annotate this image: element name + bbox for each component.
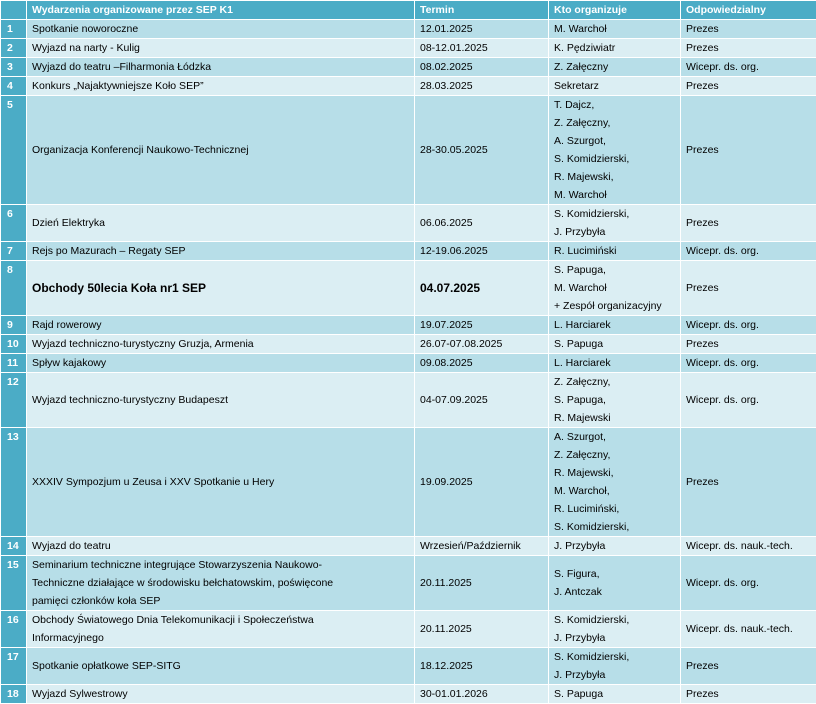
- table-body: [1, 20, 816, 704]
- organizer-line: S. Komidzierski,: [554, 611, 675, 629]
- organizer-cell: [549, 354, 681, 373]
- table-row: [1, 335, 816, 354]
- organizer-line: K. Pędziwiatr: [554, 39, 675, 57]
- organizer-cell: [549, 316, 681, 335]
- row-number: 6: [1, 205, 27, 242]
- organizer-cell: [549, 611, 681, 648]
- event-line: Obchody 50lecia Koła nr1 SEP: [32, 279, 409, 297]
- event-cell: [27, 242, 415, 261]
- responsible-cell: Wicepr. ds. org.: [681, 316, 816, 335]
- date-cell: 06.06.2025: [415, 205, 549, 242]
- event-line: Wyjazd do teatru –Filharmonia Łódzka: [32, 58, 409, 76]
- organizer-line: T. Dajcz,: [554, 96, 675, 114]
- date-cell: 20.11.2025: [415, 556, 549, 611]
- event-line: Dzień Elektryka: [32, 214, 409, 232]
- organizer-line: S. Papuga,: [554, 261, 675, 279]
- date-cell: 28-30.05.2025: [415, 96, 549, 205]
- event-line: XXXIV Sympozjum u Zeusa i XXV Spotkanie u Hery: [32, 473, 409, 491]
- organizer-line: S. Komidzierski,: [554, 648, 675, 666]
- organizer-line: Z. Załęczny: [554, 58, 675, 76]
- organizer-line: S. Komidzierski,: [554, 205, 675, 223]
- event-cell: [27, 428, 415, 537]
- event-cell: [27, 96, 415, 205]
- responsible-cell: Prezes: [681, 205, 816, 242]
- organizer-line: J. Przybyła: [554, 223, 675, 241]
- date-cell: Wrzesień/Październik: [415, 537, 549, 556]
- row-number: 10: [1, 335, 27, 354]
- date-cell: 19.07.2025: [415, 316, 549, 335]
- organizer-line: Z. Załęczny,: [554, 114, 675, 132]
- header-event: Wydarzenia organizowane przez SEP K1: [27, 1, 415, 20]
- responsible-cell: Prezes: [681, 96, 816, 205]
- event-line: Obchody Światowego Dnia Telekomunikacji i Społeczeństwa: [32, 611, 409, 629]
- date-cell: 28.03.2025: [415, 77, 549, 96]
- row-number: 9: [1, 316, 27, 335]
- event-line: Spotkanie noworoczne: [32, 20, 409, 38]
- table-row: [1, 39, 816, 58]
- organizer-line: R. Majewski,: [554, 464, 675, 482]
- organizer-cell: [549, 77, 681, 96]
- table-row: [1, 316, 816, 335]
- organizer-line: M. Warchoł,: [554, 482, 675, 500]
- event-line: Techniczne działające w środowisku bełchatowskim, poświęcone: [32, 574, 409, 592]
- event-cell: [27, 316, 415, 335]
- organizer-cell: [549, 648, 681, 685]
- event-line: Wyjazd techniczno-turystyczny Budapeszt: [32, 391, 409, 409]
- organizer-line: S. Papuga,: [554, 391, 675, 409]
- event-cell: [27, 373, 415, 428]
- table-row: [1, 205, 816, 242]
- event-line: Wyjazd do teatru: [32, 537, 409, 555]
- table-row: [1, 77, 816, 96]
- header-organizer: Kto organizuje: [549, 1, 681, 20]
- table-row: [1, 611, 816, 648]
- organizer-line: A. Szurgot,: [554, 428, 675, 446]
- header-row: [1, 1, 816, 20]
- responsible-cell: Prezes: [681, 77, 816, 96]
- date-cell: 08-12.01.2025: [415, 39, 549, 58]
- row-number: 8: [1, 261, 27, 316]
- organizer-line: A. Szurgot,: [554, 132, 675, 150]
- date-cell: 09.08.2025: [415, 354, 549, 373]
- organizer-line: S. Figura,: [554, 565, 675, 583]
- date-cell: 20.11.2025: [415, 611, 549, 648]
- event-line: Rajd rowerowy: [32, 316, 409, 334]
- responsible-cell: Wicepr. ds. org.: [681, 354, 816, 373]
- row-number: 12: [1, 373, 27, 428]
- event-line: Wyjazd techniczno-turystyczny Gruzja, Armenia: [32, 335, 409, 353]
- event-cell: [27, 77, 415, 96]
- date-cell: 26.07-07.08.2025: [415, 335, 549, 354]
- table-row: [1, 685, 816, 704]
- event-cell: [27, 261, 415, 316]
- event-line: Spływ kajakowy: [32, 354, 409, 372]
- organizer-line: M. Warchoł: [554, 186, 675, 204]
- table-row: [1, 373, 816, 428]
- row-number: 18: [1, 685, 27, 704]
- row-number: 13: [1, 428, 27, 537]
- organizer-cell: [549, 242, 681, 261]
- table-row: [1, 354, 816, 373]
- organizer-line: Z. Załęczny,: [554, 446, 675, 464]
- organizer-cell: [549, 96, 681, 205]
- organizer-cell: [549, 428, 681, 537]
- event-cell: [27, 556, 415, 611]
- responsible-cell: Prezes: [681, 648, 816, 685]
- event-cell: [27, 205, 415, 242]
- event-cell: [27, 335, 415, 354]
- event-line: Wyjazd na narty - Kulig: [32, 39, 409, 57]
- header-number: [1, 1, 27, 20]
- organizer-line: J. Przybyła: [554, 629, 675, 647]
- responsible-cell: Prezes: [681, 261, 816, 316]
- organizer-line: L. Harciarek: [554, 316, 675, 334]
- table-row: [1, 261, 816, 316]
- organizer-line: J. Przybyła: [554, 666, 675, 684]
- organizer-line: J. Antczak: [554, 583, 675, 601]
- header-responsible: Odpowiedzialny: [681, 1, 816, 20]
- organizer-cell: [549, 39, 681, 58]
- row-number: 5: [1, 96, 27, 205]
- organizer-cell: [549, 373, 681, 428]
- responsible-cell: Wicepr. ds. nauk.-tech.: [681, 611, 816, 648]
- responsible-cell: Wicepr. ds. org.: [681, 373, 816, 428]
- event-line: Rejs po Mazurach – Regaty SEP: [32, 242, 409, 260]
- date-cell: 12-19.06.2025: [415, 242, 549, 261]
- row-number: 14: [1, 537, 27, 556]
- responsible-cell: Prezes: [681, 428, 816, 537]
- organizer-cell: [549, 261, 681, 316]
- organizer-line: R. Majewski,: [554, 168, 675, 186]
- responsible-cell: Prezes: [681, 335, 816, 354]
- event-line: Seminarium techniczne integrujące Stowarzyszenia Naukowo-: [32, 556, 409, 574]
- responsible-cell: Wicepr. ds. org.: [681, 58, 816, 77]
- organizer-line: R. Lucimiński,: [554, 500, 675, 518]
- row-number: 4: [1, 77, 27, 96]
- responsible-cell: Wicepr. ds. org.: [681, 556, 816, 611]
- date-cell: 08.02.2025: [415, 58, 549, 77]
- event-line: Konkurs „Najaktywniejsze Koło SEP”: [32, 77, 409, 95]
- row-number: 3: [1, 58, 27, 77]
- responsible-cell: Prezes: [681, 20, 816, 39]
- event-cell: [27, 39, 415, 58]
- organizer-line: M. Warchoł: [554, 279, 675, 297]
- table-row: [1, 556, 816, 611]
- table-row: [1, 20, 816, 39]
- organizer-line: S. Komidzierski,: [554, 150, 675, 168]
- row-number: 11: [1, 354, 27, 373]
- organizer-line: L. Harciarek: [554, 354, 675, 372]
- date-cell: 04-07.09.2025: [415, 373, 549, 428]
- organizer-cell: [549, 205, 681, 242]
- table-row: [1, 242, 816, 261]
- responsible-cell: Wicepr. ds. org.: [681, 242, 816, 261]
- event-line: Wyjazd Sylwestrowy: [32, 685, 409, 703]
- row-number: 15: [1, 556, 27, 611]
- row-number: 1: [1, 20, 27, 39]
- responsible-cell: Prezes: [681, 685, 816, 704]
- event-line: Informacyjnego: [32, 629, 409, 647]
- row-number: 17: [1, 648, 27, 685]
- organizer-cell: [549, 335, 681, 354]
- organizer-cell: [549, 685, 681, 704]
- event-cell: [27, 58, 415, 77]
- date-cell: 04.07.2025: [415, 261, 549, 316]
- row-number: 2: [1, 39, 27, 58]
- organizer-line: M. Warchoł: [554, 20, 675, 38]
- organizer-line: + Zespół organizacyjny: [554, 297, 675, 315]
- table-row: [1, 537, 816, 556]
- row-number: 7: [1, 242, 27, 261]
- event-line: pamięci członków koła SEP: [32, 592, 409, 610]
- organizer-line: S. Papuga: [554, 685, 675, 703]
- row-number: 16: [1, 611, 27, 648]
- organizer-cell: [549, 556, 681, 611]
- table-row: [1, 428, 816, 537]
- date-cell: 30-01.01.2026: [415, 685, 549, 704]
- organizer-cell: [549, 58, 681, 77]
- table-row: [1, 96, 816, 205]
- organizer-line: R. Lucimiński: [554, 242, 675, 260]
- table-row: [1, 58, 816, 77]
- event-cell: [27, 648, 415, 685]
- date-cell: 19.09.2025: [415, 428, 549, 537]
- organizer-line: Sekretarz: [554, 77, 675, 95]
- organizer-cell: [549, 20, 681, 39]
- event-cell: [27, 20, 415, 39]
- header-date: Termin: [415, 1, 549, 20]
- date-cell: 12.01.2025: [415, 20, 549, 39]
- event-cell: [27, 685, 415, 704]
- event-line: Spotkanie opłatkowe SEP-SITG: [32, 657, 409, 675]
- event-cell: [27, 611, 415, 648]
- organizer-line: R. Majewski: [554, 409, 675, 427]
- event-cell: [27, 537, 415, 556]
- organizer-line: Z. Załęczny,: [554, 373, 675, 391]
- organizer-line: S. Papuga: [554, 335, 675, 353]
- organizer-cell: [549, 537, 681, 556]
- event-cell: [27, 354, 415, 373]
- date-cell: 18.12.2025: [415, 648, 549, 685]
- table-row: [1, 648, 816, 685]
- organizer-line: S. Komidzierski,: [554, 518, 675, 536]
- event-line: Organizacja Konferencji Naukowo-Technicznej: [32, 141, 409, 159]
- responsible-cell: Wicepr. ds. nauk.-tech.: [681, 537, 816, 556]
- organizer-line: J. Przybyła: [554, 537, 675, 555]
- responsible-cell: Prezes: [681, 39, 816, 58]
